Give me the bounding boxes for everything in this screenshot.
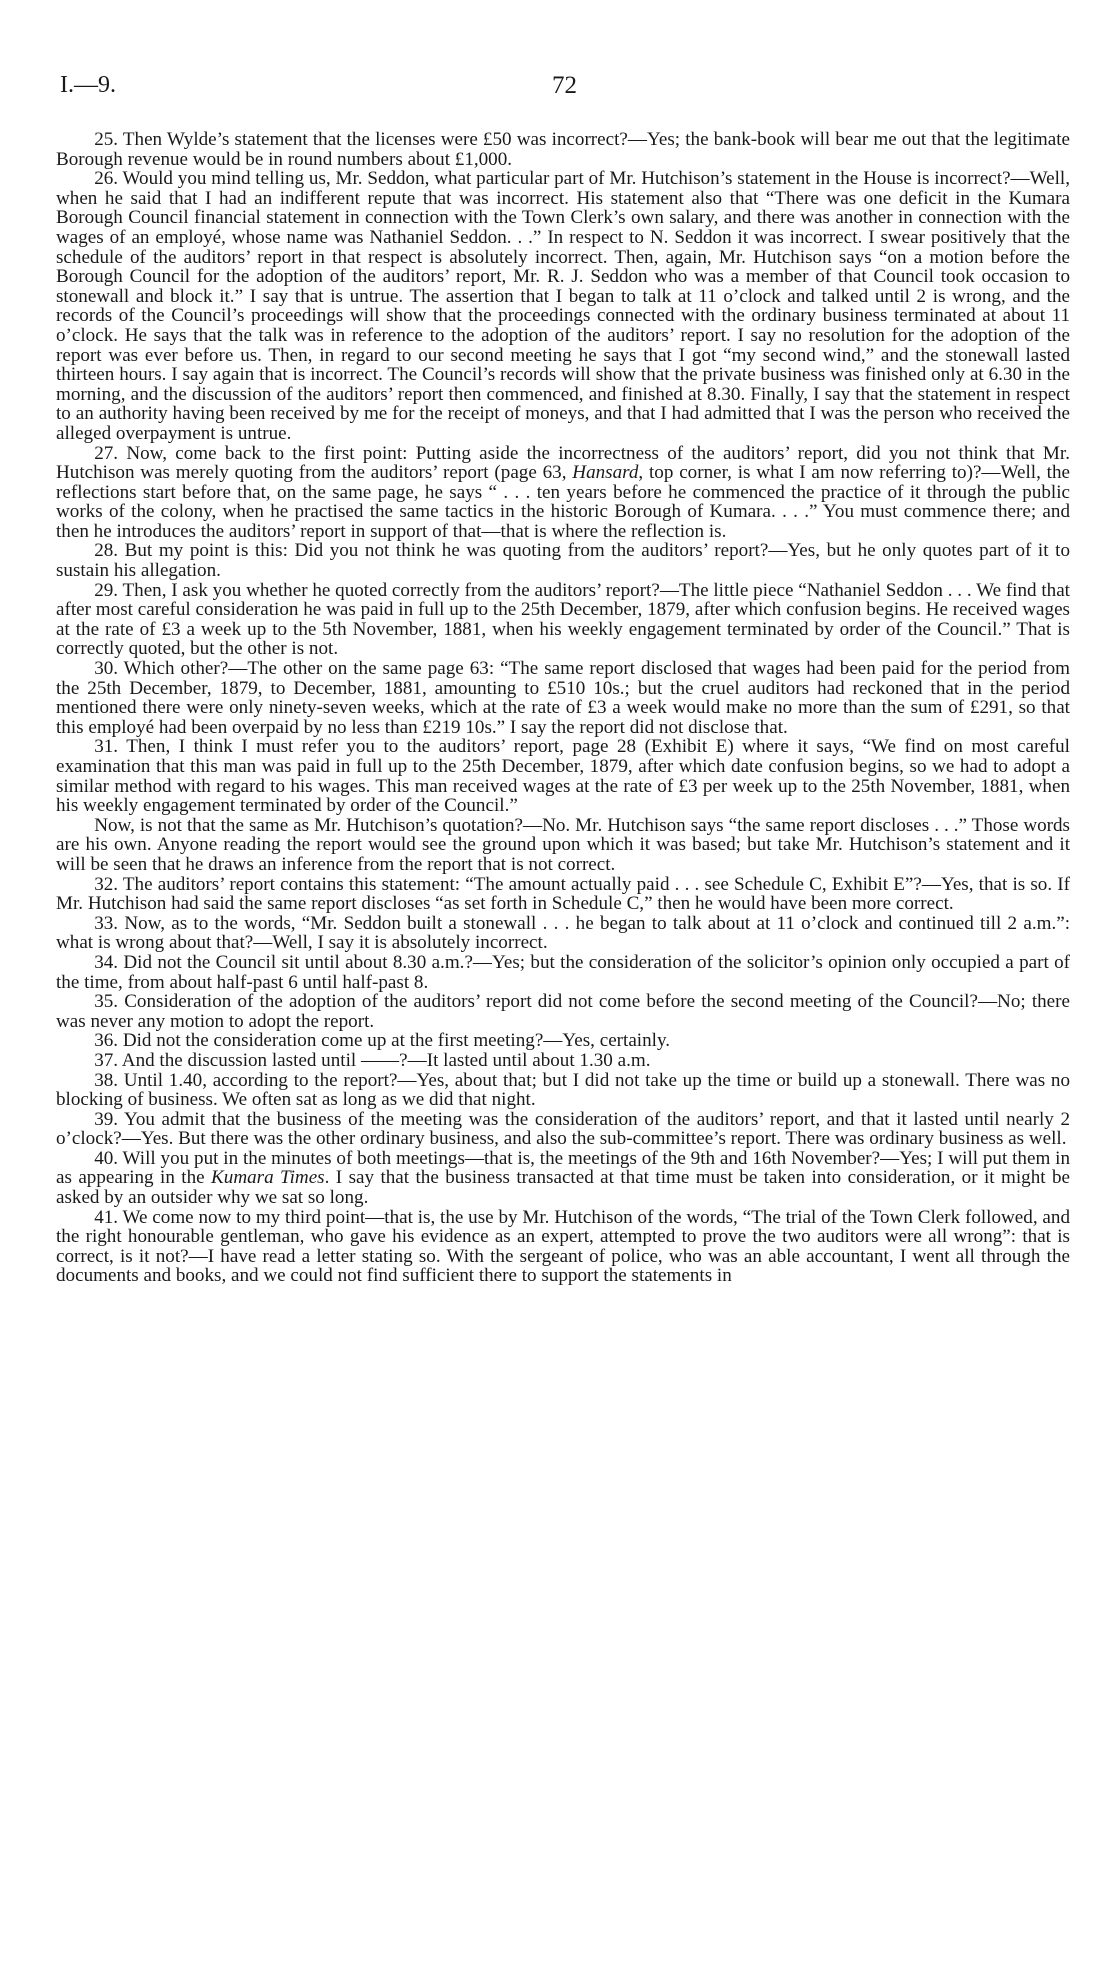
document-reference: I.—9. xyxy=(60,72,116,98)
paragraph-40: 40. Will you put in the minutes of both meetings—that is, the meetings of the 9th and 16th November?—Yes; I will put them in as appearing in the Kumara Times. I say that the business transacted at that time must be taken into consideration, or it might be asked by an outsider why we sat so long. xyxy=(56,1147,1071,1209)
paragraph-33: 33. Now, as to the words, “Mr. Seddon built a stonewall . . . he began to talk about at 11 o’clock and continued till 2 a.m.”: what is wrong about that?—Well, I say it is absolutely incorrect. xyxy=(56,912,1070,954)
paragraph-26: 26. Would you mind telling us, Mr. Seddon, what particular part of Mr. Hutchison’s statement in the House is incorrect?—Well, when he said that I had an indifferent repute that was incorrect. His statement also that “There was one deficit in the Kumara Borough Council financial statement in connection with the Town Clerk’s own salary, and there was another in connection with the wages of an employé, whose name was Nathaniel Seddon. . .” In respect to N. Seddon it was incorrect. I swear positively that the schedule of the auditors’ report in that respect is absolutely incorrect. Then, again, Mr. Hutchison says “on a motion before the Borough Council for the adoption of the auditors’ report, Mr. R. J. Seddon who was a member of that Council took occasion to stonewall and block it.” I say that is untrue. The assertion that I began to talk at 11 o’clock and talked until 2 is wrong, and the records of the Council’s proceedings will show that the proceedings connected with the ordinary business terminated at about 11 o’clock. He says that the talk was in reference to the adoption of the auditors’ report. I say no resolution for the adoption of the report was ever before us. Then, in regard to our second meeting he says that I got “my second wind,” and the stonewall lasted thirteen hours. I say again that is incorrect. The Council’s records will show that the private business was finished only at 6.30 in the morning, and the discussion of the auditors’ report then commenced, and finished at 8.30. Finally, I say that the statement in respect to an authority having been received by me for the receipt of moneys, and that I had admitted that I was the person who received the alleged overpayment is untrue. xyxy=(56,168,1070,444)
paragraph-35: 35. Consideration of the adoption of the auditors’ report did not come before the second meeting of the Council?—No; there was never any motion to adopt the report. xyxy=(56,991,1070,1032)
hansard-title: Hansard xyxy=(572,462,639,484)
paragraph-31-continued: Now, is not that the same as Mr. Hutchison’s quotation?—No. Mr. Hutchison says “the same report discloses . . .” Those words are his own. Anyone reading the report would see the ground upon which it was based; but take Mr. Hutchison’s statement and it will be seen that he draws an inference from the report that is not correct. xyxy=(56,814,1070,875)
paragraph-30: 30. Which other?—The other on the same page 63: “The same report disclosed that wages had been paid for the period from the 25th December, 1879, to December, 1881, amounting to £510 10s.; but the cruel auditors had reckoned that in the period mentioned there were only ninety-seven weeks, which at the rate of £3 a week would make no more than the sum of £291, so that this employé had been overpaid by no less than £219 10s.” I say the report did not disclose that. xyxy=(56,658,1070,738)
kumara-times-title: Kumara Times xyxy=(211,1167,325,1189)
paragraph-41: 41. We come now to my third point—that is, the use by Mr. Hutchison of the words, “The trial of the Town Clerk followed, and the right honourable gentleman, who gave his evidence as an expert, attempted to prove the two auditors were all wrong”: that is correct, is it not?—I have read a letter stating so. With the sergeant of police, who was an able accountant, I went all through the documents and books, and we could not find sufficient there to support the statements in xyxy=(56,1206,1070,1287)
page-header xyxy=(60,72,1060,106)
paragraph-37: 37. And the discussion lasted until ——?—It lasted until about 1.30 a.m. xyxy=(94,1049,651,1071)
document-body xyxy=(56,130,1070,1286)
paragraph-36: 36. Did not the consideration come up at the first meeting?—Yes, certainly. xyxy=(94,1030,671,1052)
paragraph-32: 32. The auditors’ report contains this statement: “The amount actually paid . . . see Schedule C, Exhibit E”?—Yes, that is so. If Mr. Hutchison had said the same report discloses “as set forth in Schedule C,” then he would have been more correct. xyxy=(56,873,1070,915)
page-number: 72 xyxy=(552,72,577,99)
paragraph-38: 38. Until 1.40, according to the report?—Yes, about that; but I did not take up the time or build up a stonewall. There was no blocking of business. We often sat as long as we did that night. xyxy=(56,1069,1070,1111)
paragraph-28: 28. But my point is this: Did you not think he was quoting from the auditors’ report?—Yes, but he only quotes part of it to sustain his allegation. xyxy=(56,540,1070,582)
paragraph-29: 29. Then, I ask you whether he quoted correctly from the auditors’ report?—The little piece “Nathaniel Seddon . . . We find that after most careful consideration he was paid in full up to the 25th December, 1879, after which confusion begins. He received wages at the rate of £3 a week up to the 5th November, 1881, when his weekly engagement terminated by order of the Council.” That is correctly quoted, but the other is not. xyxy=(56,579,1070,660)
paragraph-39: 39. You admit that the business of the meeting was the consideration of the auditors’ report, and that it lasted until nearly 2 o’clock?—Yes. But there was the other ordinary business, and also the sub-committee’s report. There was ordinary business as well. xyxy=(56,1108,1070,1150)
paragraph-31: 31. Then, I think I must refer you to the auditors’ report, page 28 (Exhibit E) where it says, “We find on most careful examination that this man was paid in full up to the 25th December, 1879, after which date confusion begins, so we had to adopt a similar method with regard to his wages. This man received wages at the rate of £3 per week up to the 25th November, 1881, when his weekly engagement terminated by order of the Council.” xyxy=(56,736,1070,817)
paragraph-27: 27. Now, come back to the first point: Putting aside the incorrectness of the auditors’ report, did you not think that Mr. Hutchison was merely quoting from the auditors’ report (page 63, Hansard, top corner, is what I am now referring to)?—Well, the reflections start before that, on the same page, he says “ . . . ten years before he commenced the practice of it through the public works of the colony, when he practised the same tactics in the historic Borough of Kumara. . . .” You must commence there; and then he introduces the auditors’ report in support of that—that is where the reflection is. xyxy=(56,442,1070,542)
paragraph-34: 34. Did not the Council sit until about 8.30 a.m.?—Yes; but the consideration of the solicitor’s opinion only occupied a part of the time, from about half-past 6 until half-past 8. xyxy=(56,951,1070,993)
paragraph-25: 25. Then Wylde’s statement that the licenses were £50 was incorrect?—Yes; the bank-book will bear me out that the legitimate Borough revenue would be in round numbers about £1,000. xyxy=(56,129,1070,170)
